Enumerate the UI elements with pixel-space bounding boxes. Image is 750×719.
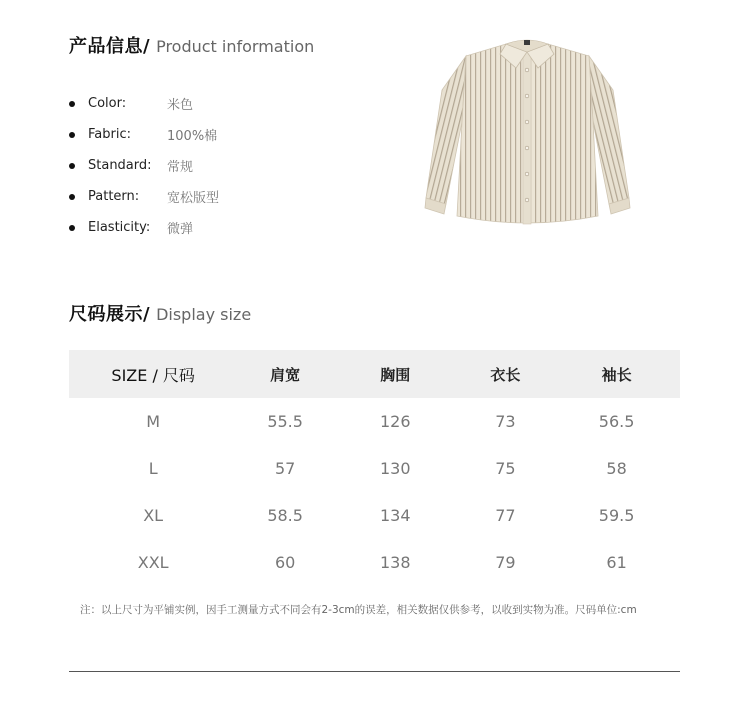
- table-row: [69, 492, 680, 539]
- display-size-title-en: Display size: [156, 305, 252, 324]
- table-row: [69, 445, 680, 492]
- spec-list: [69, 88, 219, 243]
- spec-item-fabric: [69, 119, 219, 150]
- cell-chest: 138: [379, 553, 411, 572]
- cell-length: 75: [495, 459, 516, 478]
- cell-length: 73: [495, 412, 516, 431]
- header-size: SIZE / 尺码: [69, 350, 237, 398]
- cell-sleeve: 59.5: [598, 506, 635, 525]
- cell-shoulder: 60: [274, 553, 296, 572]
- cell-shoulder: 57: [274, 459, 296, 478]
- cell-chest: 134: [379, 506, 411, 525]
- size-table: [69, 350, 680, 586]
- spec-value: 常规: [167, 160, 194, 175]
- shirt-illustration: [420, 30, 635, 230]
- table-header-row: [69, 350, 680, 398]
- cell-chest: 130: [379, 459, 411, 478]
- bullet-icon: [69, 132, 75, 138]
- spec-label: Elasticity:: [88, 220, 151, 235]
- table-row: [69, 398, 680, 445]
- bullet-icon: [69, 163, 75, 169]
- spec-item-elasticity: [69, 212, 219, 243]
- product-info-title-en: Product information: [156, 37, 315, 56]
- cell-sleeve: 56.5: [598, 412, 635, 431]
- spec-item-pattern: [69, 181, 219, 212]
- bullet-icon: [69, 194, 75, 200]
- bottom-divider: [69, 671, 680, 672]
- cell-shoulder: 58.5: [267, 506, 303, 525]
- spec-label: Color:: [88, 96, 127, 111]
- cell-length: 77: [495, 506, 516, 525]
- header-chest: 胸围: [333, 350, 458, 398]
- product-image: [420, 30, 635, 230]
- table-row: [69, 539, 680, 586]
- cell-length: 79: [495, 553, 516, 572]
- cell-chest: 126: [379, 412, 411, 431]
- display-size-title-zh: 尺码展示/: [69, 304, 151, 325]
- spec-value: 米色: [167, 98, 194, 113]
- cell-size: M: [146, 412, 161, 431]
- product-info-title: [69, 32, 314, 58]
- spec-item-color: [69, 88, 219, 119]
- spec-label: Standard:: [88, 158, 152, 173]
- display-size-title: [69, 300, 251, 326]
- spec-label: Pattern:: [88, 189, 140, 204]
- cell-sleeve: 61: [606, 553, 627, 572]
- bullet-icon: [69, 225, 75, 231]
- cell-size: L: [148, 459, 158, 478]
- header-shoulder: 肩宽: [237, 350, 333, 398]
- cell-shoulder: 55.5: [267, 412, 303, 431]
- spec-item-standard: [69, 150, 219, 181]
- cell-sleeve: 58: [606, 459, 627, 478]
- measurement-note: 注：以上尺寸为平铺实例，因手工测量方式不同会有2-3cm的误差，相关数据仅供参考，以收到实物为准。尺码单位:cm: [80, 604, 637, 616]
- header-sleeve: 袖长: [553, 350, 680, 398]
- spec-label: Fabric:: [88, 127, 131, 142]
- spec-value: 宽松版型: [167, 191, 220, 206]
- spec-value: 100%棉: [167, 129, 218, 144]
- bullet-icon: [69, 101, 75, 107]
- header-length: 衣长: [458, 350, 554, 398]
- cell-size: XXL: [137, 553, 169, 572]
- product-info-title-zh: 产品信息/: [69, 36, 151, 57]
- cell-size: XL: [143, 506, 164, 525]
- spec-value: 微弹: [167, 222, 194, 237]
